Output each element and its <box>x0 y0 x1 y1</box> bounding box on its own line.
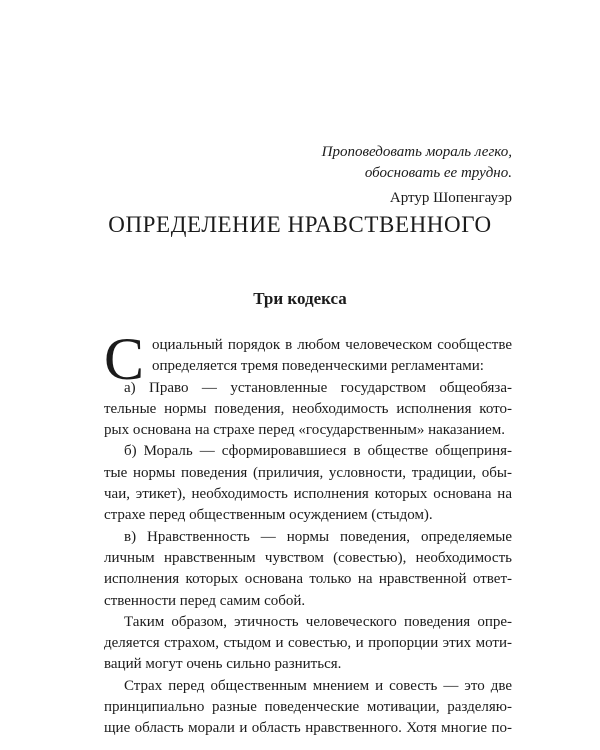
text-line: определяется тремя поведенческими регламентами: <box>152 358 484 375</box>
text-line: исполнения которых основана только на нравственной ответ- <box>104 571 512 588</box>
text-line: ственности перед самим собой. <box>104 592 306 609</box>
body-text <box>104 326 512 740</box>
text-line: щие область морали и область нравственного. Хотя многие по- <box>104 720 512 737</box>
text-line: б) Мораль — сформировавшиеся в обществе общеприня- <box>124 443 512 460</box>
text-line: рых основана на страхе перед «государственным» наказанием. <box>104 422 506 439</box>
epigraph-quote-line: обосновать ее трудно. <box>364 165 512 181</box>
text-line: а) Право — установленные государством общеобяза- <box>124 379 512 396</box>
epigraph-quote-line: Проповедовать мораль легко, <box>321 144 512 160</box>
drop-cap: С <box>104 326 145 392</box>
text-line: в) Нравственность — нормы поведения, определяемые <box>124 528 512 545</box>
epigraph <box>322 142 512 209</box>
text-line: оциальный порядок в любом человеческом сообществе <box>152 337 512 353</box>
text-line: деляется страхом, стыдом и совестью, и пропорции этих моти- <box>104 635 512 652</box>
text-line: Таким образом, этичность человеческого поведения опре- <box>124 613 512 630</box>
chapter-title: ОПРЕДЕЛЕНИЕ НРАВСТВЕННОГО <box>108 212 492 237</box>
text-line: страхе перед общественным осуждением (стыдом). <box>104 507 433 524</box>
text-line: чаи, этикет), необходимость исполнения которых основана на <box>104 486 512 503</box>
text-line: тые нормы поведения (приличия, условности, традиции, обы- <box>104 464 512 481</box>
text-line: Страх перед общественным мнением и совесть — это две <box>124 677 512 694</box>
section-title: Три кодекса <box>253 289 347 308</box>
epigraph-author: Артур Шопенгауэр <box>389 190 512 206</box>
text-line: личным нравственным чувством (совестью), необходимость <box>104 549 512 566</box>
text-line: принципиально разные поведенческие мотивации, разделяю- <box>104 699 512 716</box>
text-line: тельные нормы поведения, необходимость исполнения кото- <box>104 400 512 417</box>
text-line: ваций могут очень сильно разниться. <box>104 656 342 673</box>
